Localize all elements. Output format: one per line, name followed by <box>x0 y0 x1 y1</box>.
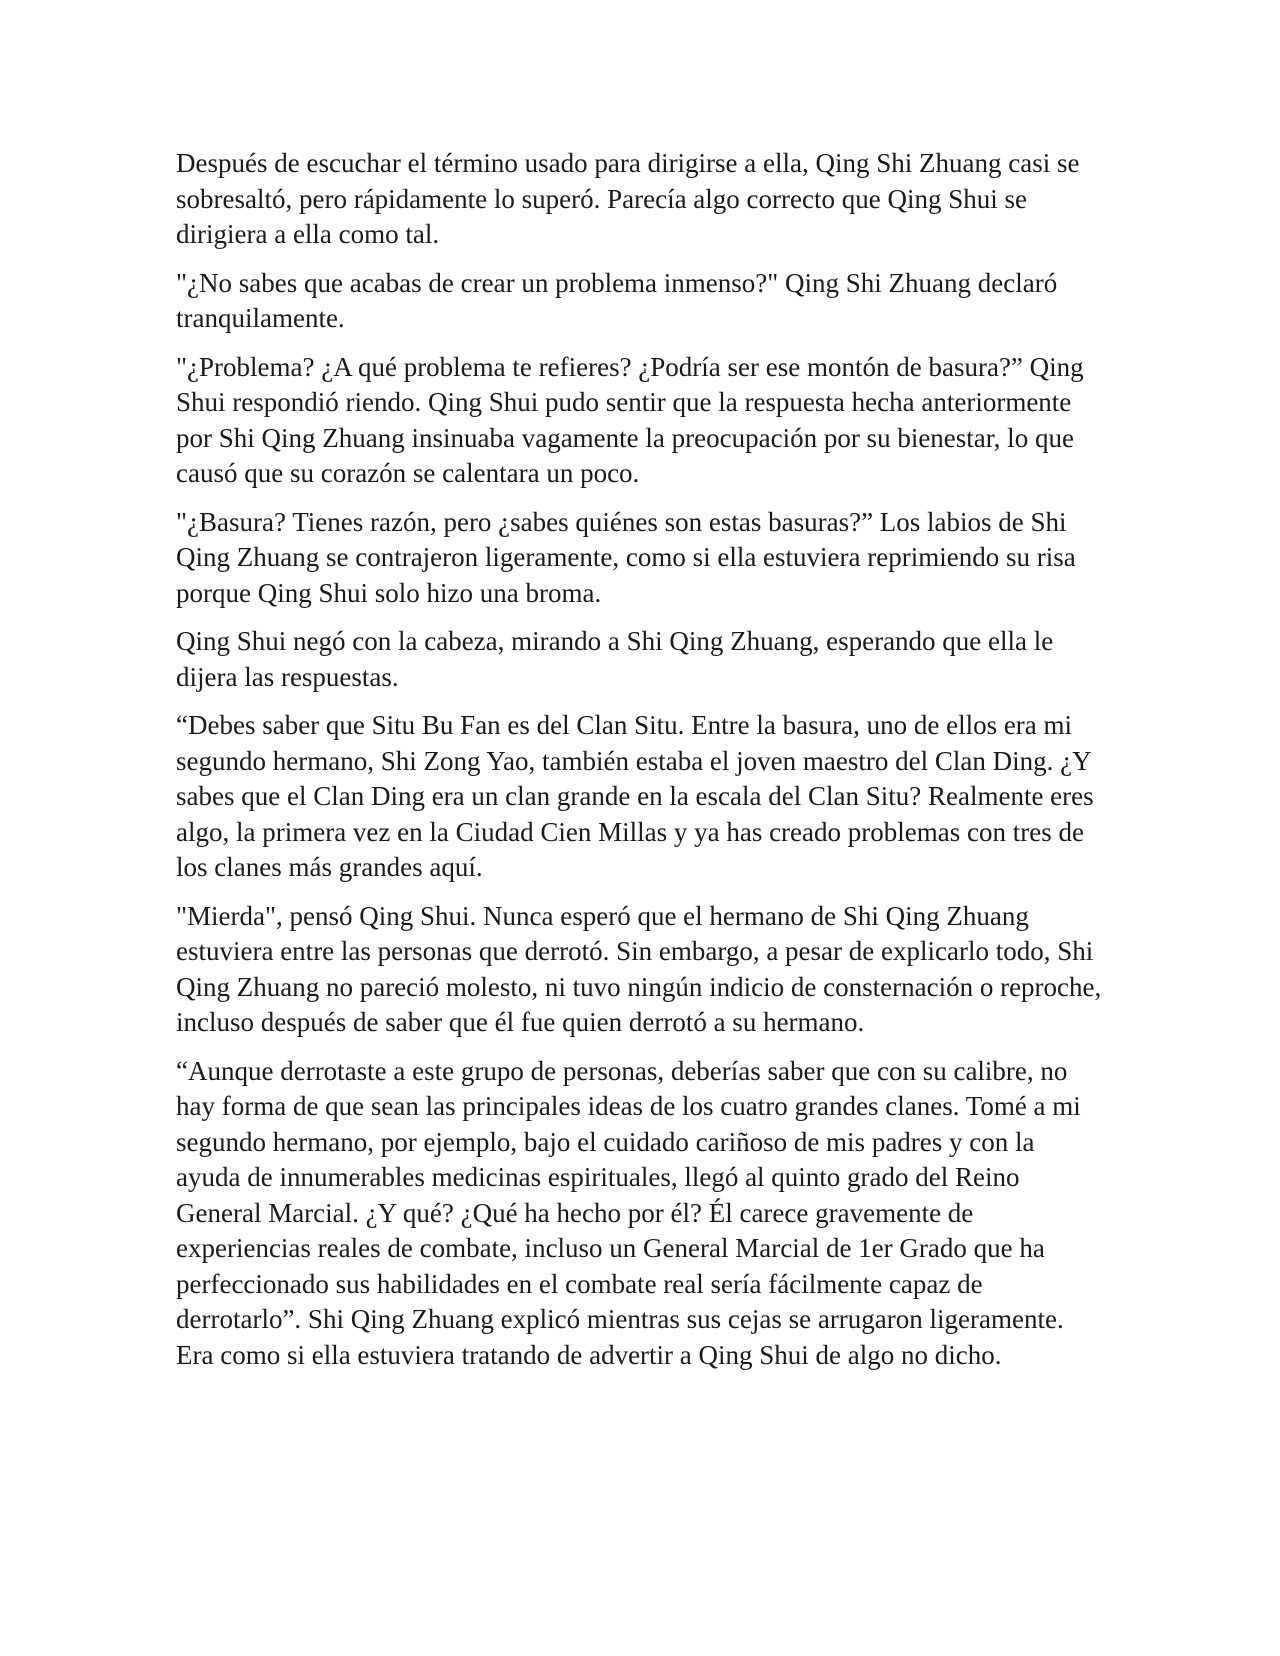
paragraph: "¿Basura? Tienes razón, pero ¿sabes quiénes son estas basuras?” Los labios de Shi Qing Zhuang se contrajeron ligeramente, como si ella estuviera reprimiendo su risa porque Qing Shui solo hizo una broma. <box>176 506 1076 608</box>
paragraph: “Aunque derrotaste a este grupo de personas, deberías saber que con su calibre, no hay forma de que sean las principales ideas de los cuatro grandes clanes. Tomé a mi segundo hermano, por ejemplo, bajo el cuidado cariñoso de mis padres y con la ayuda de innumerables medicinas espirituales, llegó al quinto grado del Reino General Marcial. ¿Y qué? ¿Qué ha hecho por él? Él carece gravemente de experiencias reales de combate, incluso un General Marcial de 1er Grado que ha perfeccionado sus habilidades en el combate real sería fácilmente capaz de derrotarlo”. Shi Qing Zhuang explicó mientras sus cejas se arrugaron ligeramente. Era como si ella estuviera tratando de advertir a Qing Shui de algo no dicho. <box>176 1055 1081 1370</box>
paragraph: Después de escuchar el término usado para dirigirse a ella, Qing Shi Zhuang casi se sobresaltó, pero rápidamente lo superó. Parecía algo correcto que Qing Shui se dirigiera a ella como tal. <box>176 148 1080 249</box>
paragraph: "¿No sabes que acabas de crear un problema inmenso?" Qing Shi Zhuang declaró tranquilamente. <box>176 267 1058 333</box>
document-page <box>176 146 1104 1386</box>
paragraph: Qing Shui negó con la cabeza, mirando a Shi Qing Zhuang, esperando que ella le dijera las respuestas. <box>176 626 1054 692</box>
paragraph: "Mierda", pensó Qing Shui. Nunca esperó que el hermano de Shi Qing Zhuang estuviera entre las personas que derrotó. Sin embargo, a pesar de explicarlo todo, Shi Qing Zhuang no pareció molesto, ni tuvo ningún indicio de consternación o reproche, incluso después de saber que él fue quien derrotó a su hermano. <box>176 900 1102 1037</box>
paragraph: "¿Problema? ¿A qué problema te refieres? ¿Podría ser ese montón de basura?” Qing Shui respondió riendo. Qing Shui pudo sentir que la respuesta hecha anteriormente por Shi Qing Zhuang insinuaba vagamente la preocupación por su bienestar, lo que causó que su corazón se calentara un poco. <box>176 351 1084 488</box>
paragraph: “Debes saber que Situ Bu Fan es del Clan Situ. Entre la basura, uno de ellos era mi segundo hermano, Shi Zong Yao, también estaba el joven maestro del Clan Ding. ¿Y sabes que el Clan Ding era un clan grande en la escala del Clan Situ? Realmente eres algo, la primera vez en la Ciudad Cien Millas y ya has creado problemas con tres de los clanes más grandes aquí. <box>176 710 1094 882</box>
